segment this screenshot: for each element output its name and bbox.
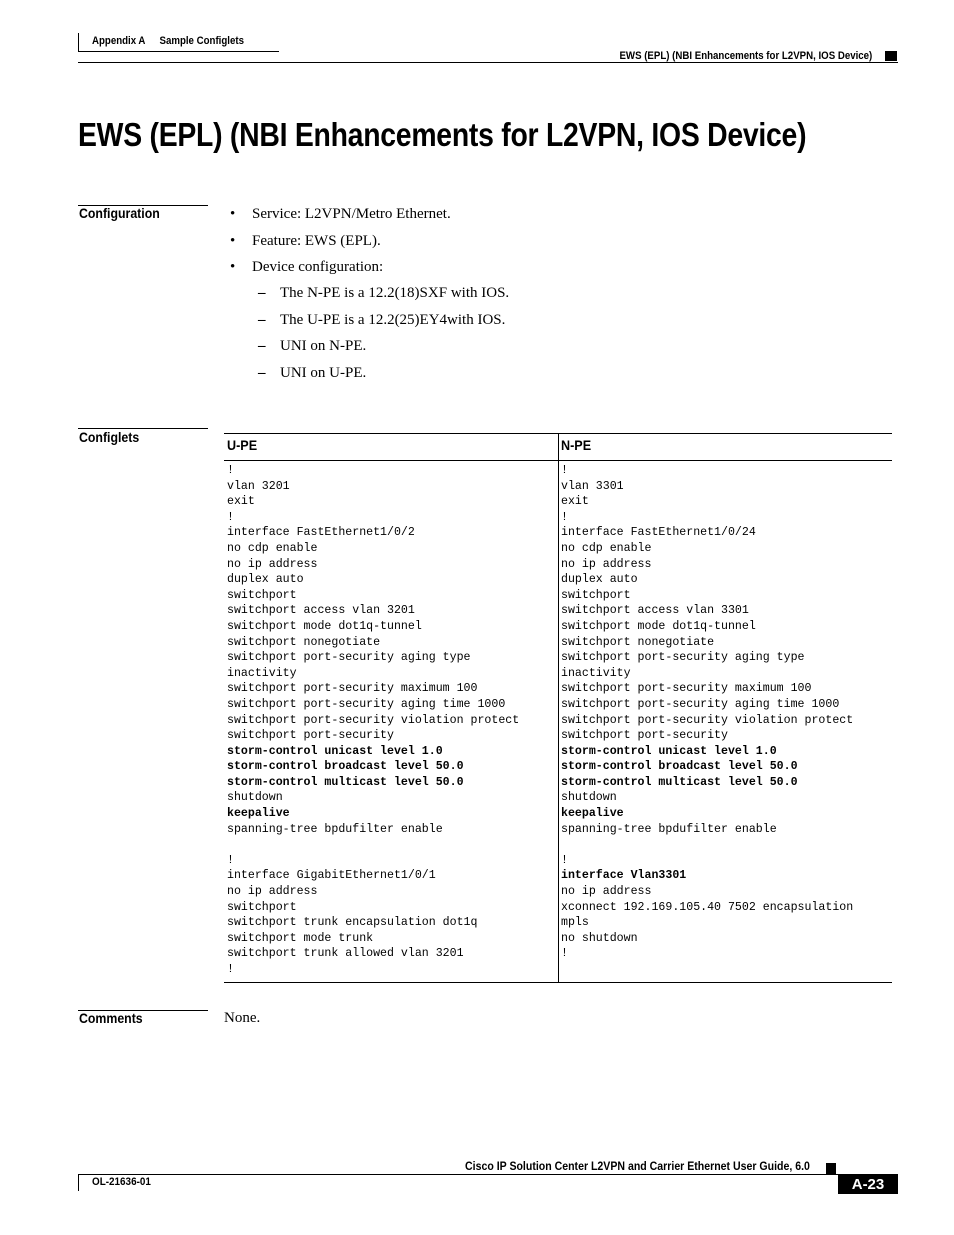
code-line: switchport mode dot1q-tunnel: [227, 619, 422, 633]
code-line: switchport access vlan 3201: [227, 604, 415, 618]
list-item-text: Service: L2VPN/Metro Ethernet.: [252, 206, 451, 222]
code-line: switchport trunk allowed vlan 3201: [227, 947, 464, 961]
code-line: switchport port-security maximum 100: [561, 682, 812, 696]
header-chapter: [92, 35, 244, 47]
code-line: duplex auto: [227, 573, 304, 587]
header-chapter-title: Sample Configlets: [159, 35, 244, 47]
code-line: switchport access vlan 3301: [561, 604, 749, 618]
code-line: shutdown: [561, 791, 617, 805]
code-line: storm-control broadcast level 50.0: [561, 760, 798, 774]
bullet-icon: •: [230, 206, 236, 222]
code-line: storm-control unicast level 1.0: [227, 744, 443, 758]
code-line: no shutdown: [561, 931, 638, 945]
bullet-icon: •: [230, 232, 236, 249]
column-header-npe: N-PE: [561, 437, 592, 453]
header-section-title: EWS (EPL) (NBI Enhancements for L2VPN, IOS Device): [619, 50, 872, 62]
list-item-text: Feature: EWS (EPL).: [252, 232, 381, 249]
code-line: switchport trunk encapsulation dot1q: [227, 916, 478, 930]
code-line: switchport: [227, 588, 297, 602]
comments-heading: Comments: [79, 1010, 143, 1026]
code-line: switchport port-security: [561, 729, 728, 743]
dash-icon: –: [258, 338, 266, 355]
upe-configlet-code: [227, 463, 519, 978]
list-item-text: Device configuration:: [252, 259, 384, 276]
header-rule: [78, 62, 898, 63]
dash-icon: –: [258, 311, 266, 328]
code-line: switchport mode dot1q-tunnel: [561, 619, 756, 633]
code-line: switchport port-security aging time 1000: [561, 697, 840, 711]
sub-list-item-text: The U-PE is a 12.2(25)EY4with IOS.: [280, 311, 506, 328]
header-chapter-label: Appendix A: [92, 35, 146, 47]
code-line: switchport: [227, 900, 297, 914]
configuration-heading: Configuration: [79, 205, 160, 221]
code-line: inactivity: [227, 666, 297, 680]
code-line: no ip address: [227, 885, 318, 899]
configlets-table: [224, 433, 892, 983]
code-line: vlan 3301: [561, 479, 624, 493]
dash-icon: –: [258, 285, 266, 301]
code-line: shutdown: [227, 791, 283, 805]
code-line: interface GigabitEthernet1/0/1: [227, 869, 436, 883]
code-line: mpls: [561, 916, 589, 930]
dash-icon: –: [258, 364, 266, 381]
code-line: exit: [227, 495, 255, 509]
code-line: [227, 837, 519, 853]
sub-list-item-text: UNI on U-PE.: [280, 364, 367, 381]
header-marker-block: [885, 51, 897, 61]
code-line: storm-control multicast level 50.0: [561, 775, 798, 789]
code-line: switchport port-security violation protect: [227, 713, 520, 727]
code-line: keepalive: [561, 807, 624, 821]
code-line: switchport port-security violation protect: [561, 713, 854, 727]
code-line: interface FastEthernet1/0/24: [561, 526, 756, 540]
code-line: storm-control unicast level 1.0: [561, 744, 777, 758]
code-line: switchport nonegotiate: [227, 635, 381, 649]
bullet-icon: •: [230, 259, 236, 276]
configlets-heading: Configlets: [79, 429, 140, 445]
code-line: storm-control multicast level 50.0: [227, 775, 464, 789]
code-line: switchport: [561, 588, 631, 602]
sub-list-item-text: The N-PE is a 12.2(18)SXF with IOS.: [280, 285, 510, 301]
code-line: vlan 3201: [227, 479, 290, 493]
code-line: no cdp enable: [561, 541, 652, 555]
code-line: no ip address: [561, 885, 652, 899]
code-line: !: [561, 947, 568, 961]
code-line: exit: [561, 495, 589, 509]
code-line: switchport nonegotiate: [561, 635, 715, 649]
npe-configlet-code: [561, 463, 853, 962]
footer-doc-number: OL-21636-01: [92, 1176, 151, 1188]
code-line: switchport port-security maximum 100: [227, 682, 478, 696]
code-line: switchport port-security: [227, 729, 394, 743]
code-line: storm-control broadcast level 50.0: [227, 760, 464, 774]
code-line: !: [561, 464, 568, 477]
code-line: !: [227, 510, 234, 524]
code-line: switchport port-security aging time 1000: [227, 697, 506, 711]
footer-page-number: A-23: [838, 1175, 898, 1194]
code-line: switchport port-security aging type: [561, 651, 805, 665]
code-line: !: [561, 510, 568, 524]
footer-rule: [78, 1174, 898, 1175]
code-line: switchport port-security aging type: [227, 651, 471, 665]
code-line: !: [227, 853, 234, 867]
sub-list-item-text: UNI on N-PE.: [280, 338, 367, 355]
page-title: EWS (EPL) (NBI Enhancements for L2VPN, IOS Device): [78, 116, 807, 153]
code-line: !: [561, 853, 568, 867]
code-line: spanning-tree bpdufilter enable: [561, 822, 777, 836]
column-header-upe: U-PE: [227, 437, 258, 453]
code-line: no cdp enable: [227, 541, 318, 555]
code-line: keepalive: [227, 807, 290, 821]
code-line: inactivity: [561, 666, 631, 680]
code-line: switchport mode trunk: [227, 931, 374, 945]
code-line: duplex auto: [561, 573, 638, 587]
footer-guide-title: Cisco IP Solution Center L2VPN and Carrier Ethernet User Guide, 6.0: [465, 1159, 810, 1173]
code-line: interface Vlan3301: [561, 869, 687, 883]
code-line: interface FastEthernet1/0/2: [227, 526, 415, 540]
code-line: !: [227, 464, 234, 477]
code-line: spanning-tree bpdufilter enable: [227, 822, 443, 836]
code-line: [561, 837, 853, 853]
code-line: no ip address: [561, 557, 652, 571]
code-line: xconnect 192.169.105.40 7502 encapsulation: [561, 900, 854, 914]
code-line: !: [227, 963, 234, 976]
table-column-divider: [558, 434, 559, 982]
code-line: no ip address: [227, 557, 318, 571]
comments-text: None.: [224, 1010, 261, 1026]
